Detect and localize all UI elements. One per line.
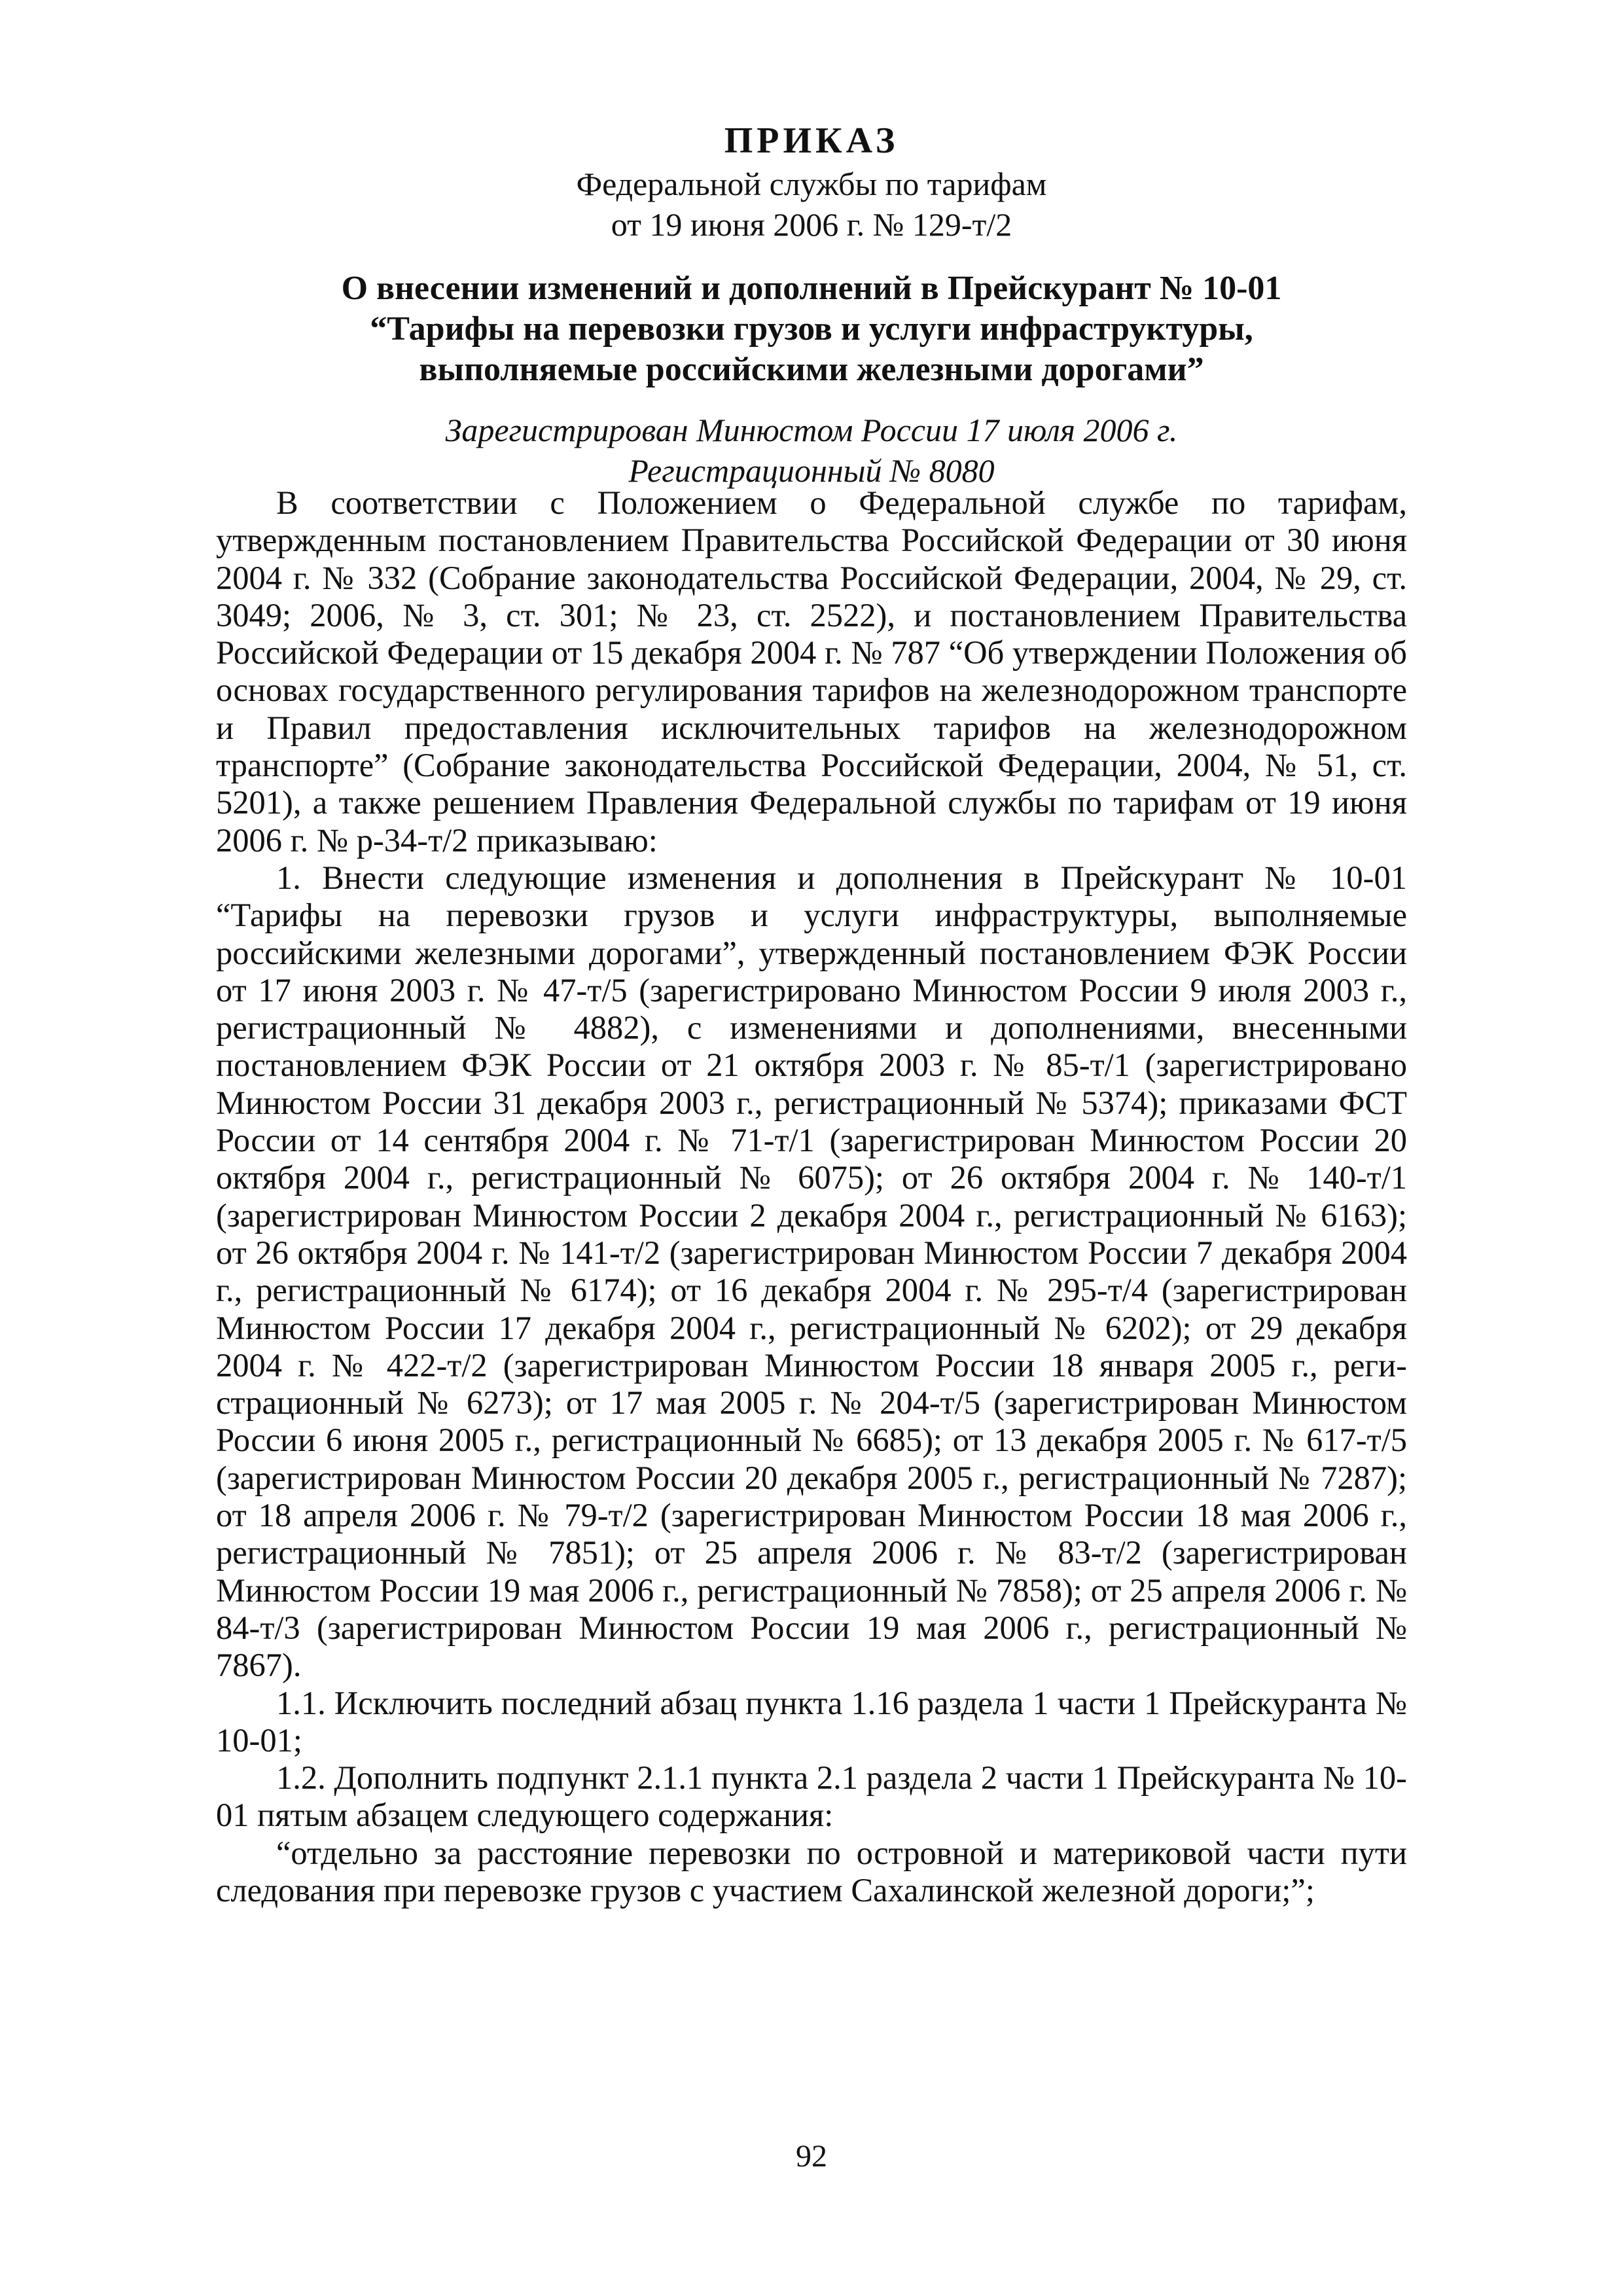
registration-line: Зарегистрирован Минюстом России 17 июля 2006 г. — [445, 412, 1178, 448]
document-type: ПРИКАЗ — [724, 120, 899, 161]
registration-note — [216, 410, 1407, 491]
registration-line: Регистрационный № 8080 — [628, 452, 995, 489]
body-paragraph: В соответствии с Положением о Федеральной службе по тарифам, утвержденным постановлением Правительства Российской Федерации от 30 июня 2004 г. № 332 (Собрание законодательства Российской Федерации, 2004, № 29, ст. 3049; 2006, № 3, ст. 301; № 23, ст. 2522), и постановлением Правительства Российской Федерации от 15 декабря 2004 г. № 787 “Об утверждении Положения об основах государственного регулирования тарифов на железнодорожном транспорте и Правил предоставления исключительных тарифов на железнодорожном транспорте” (Собрание законодательства Российской Федерации, 2004, № 51, ст. 5201), а также решением Правления Федеральной службы по тарифам от 19 июня 2006 г. № р-34-т/2 приказываю: — [216, 484, 1407, 859]
title-line: выполняемые российскими железными дорогами” — [419, 351, 1204, 388]
issuer-line: Федеральной службы по тарифам — [576, 166, 1047, 202]
document-header — [216, 118, 1407, 491]
body-paragraph: 1.2. Дополнить подпункт 2.1.1 пункта 2.1 раздела 2 части 1 Прейскуранта № 10-01 пятым абзацем следующего содержания: — [216, 1759, 1407, 1834]
date-number-line: от 19 июня 2006 г. № 129-т/2 — [611, 206, 1012, 243]
body-paragraph: “отдельно за расстояние перевозки по островной и материковой части пути следования при перевозке грузов с участием Сахалинской железной дороги;”; — [216, 1834, 1407, 1909]
title-line: О внесении изменений и дополнений в Прейскурант № 10-01 — [341, 270, 1282, 307]
body-paragraph: 1. Внести следующие изменения и дополнения в Прейскурант № 10-01 “Тарифы на перевозки грузов и услуги инфраструктуры, выполняемые российскими железными дорогами”, утвержденный постановлением ФЭК России от 17 июня 2003 г. № 47-т/5 (зарегистрировано Минюстом России 9 июля 2003 г., регистрационный № 4882), с изменениями и дополнениями, внесенными постановлением ФЭК России от 21 октября 2003 г. № 85-т/1 (зарегистрировано Минюстом России 31 декабря 2003 г., регистрационный № 5374); приказами ФСТ России от 14 сентября 2004 г. № 71-т/1 (зарегистрирован Минюстом России 20 октября 2004 г., регистрационный № 6075); от 26 октября 2004 г. № 140-т/1 (зарегистрирован Минюстом России 2 декабря 2004 г., регистрационный № 6163); от 26 октября 2004 г. № 141-т/2 (зарегистрирован Минюстом России 7 декабря 2004 г., регистрационный № 6174); от 16 декабря 2004 г. № 295-т/4 (зарегистрирован Минюстом России 17 декабря 2004 г., регистрационный № 6202); от 29 декабря 2004 г. № 422-т/2 (зарегистрирован Минюстом России 18 января 2005 г., регистрационный № 6273); от 17 мая 2005 г. № 204-т/5 (зарегистрирован Минюстом России 6 июня 2005 г., регистрационный № 6685); от 13 декабря 2005 г. № 617-т/5 (зарегистрирован Минюстом России 20 декабря 2005 г., регистрационный № 7287); от 18 апреля 2006 г. № 79-т/2 (зарегистрирован Минюстом России 18 мая 2006 г., регистрационный № 7851); от 25 апреля 2006 г. № 83-т/2 (зарегистрирован Минюстом России 19 мая 2006 г., регистрационный № 7858); от 25 апреля 2006 г. № 84-т/3 (зарегистрирован Минюстом России 19 мая 2006 г., регистрационный № 7867). — [216, 859, 1407, 1684]
title-line: “Тарифы на перевозки грузов и услуги инфраструктуры, — [370, 310, 1253, 348]
body-paragraph: 1.1. Исключить последний абзац пункта 1.16 раздела 1 части 1 Прейскуранта № 10-01; — [216, 1684, 1407, 1759]
document-title — [216, 268, 1407, 390]
page-number: 92 — [796, 2139, 827, 2174]
document-body — [216, 484, 1407, 1909]
